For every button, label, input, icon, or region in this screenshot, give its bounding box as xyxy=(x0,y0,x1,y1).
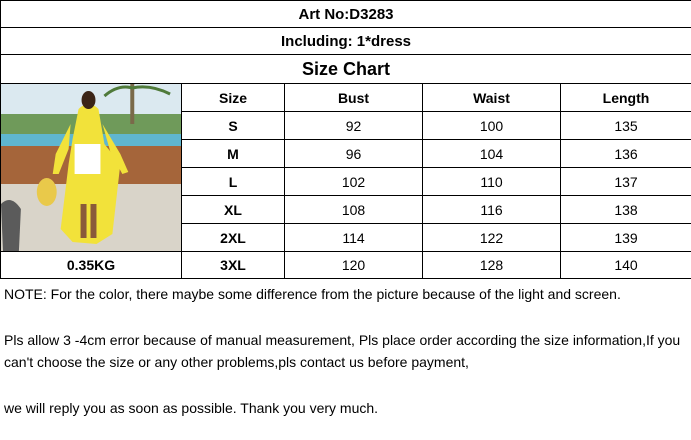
waist-cell: 128 xyxy=(423,252,561,279)
waist-cell: 116 xyxy=(423,196,561,224)
length-cell: 136 xyxy=(561,140,691,168)
size-cell: M xyxy=(182,140,285,168)
size-cell: S xyxy=(182,112,285,140)
length-cell: 140 xyxy=(561,252,691,279)
waist-cell: 100 xyxy=(423,112,561,140)
length-cell: 135 xyxy=(561,112,691,140)
bust-cell: 96 xyxy=(285,140,423,168)
product-photo-cell xyxy=(1,84,182,252)
table-row xyxy=(1,252,691,279)
including-text: Including: 1*dress xyxy=(1,28,691,55)
note-color: NOTE: For the color, there maybe some difference from the picture because of the light and screen. xyxy=(4,286,621,302)
notes-gap xyxy=(4,305,687,329)
waist-cell: 104 xyxy=(423,140,561,168)
waist-cell: 122 xyxy=(423,224,561,252)
bust-cell: 120 xyxy=(285,252,423,279)
col-header-bust: Bust xyxy=(285,84,423,112)
length-cell: 139 xyxy=(561,224,691,252)
size-cell: L xyxy=(182,168,285,196)
notes-gap xyxy=(4,373,687,397)
size-cell: 3XL xyxy=(182,252,285,279)
product-photo xyxy=(1,84,181,251)
bust-cell: 114 xyxy=(285,224,423,252)
note-measurement: Pls allow 3 -4cm error because of manual measurement, Pls place order according the size information,If you can't choose the size or any other problems,pls contact us before payment, xyxy=(4,332,681,370)
notes-section xyxy=(4,283,687,419)
art-number: Art No:D3283 xyxy=(1,1,691,28)
size-cell: 2XL xyxy=(182,224,285,252)
bust-cell: 102 xyxy=(285,168,423,196)
length-cell: 138 xyxy=(561,196,691,224)
col-header-size: Size xyxy=(182,84,285,112)
col-header-length: Length xyxy=(561,84,691,112)
col-header-waist: Waist xyxy=(423,84,561,112)
note-reply: we will reply you as soon as possible. Thank you very much. xyxy=(4,400,379,416)
length-cell: 137 xyxy=(561,168,691,196)
weight-cell: 0.35KG xyxy=(1,252,182,279)
bust-cell: 92 xyxy=(285,112,423,140)
size-cell: XL xyxy=(182,196,285,224)
size-chart-title: Size Chart xyxy=(1,55,691,84)
bust-cell: 108 xyxy=(285,196,423,224)
waist-cell: 110 xyxy=(423,168,561,196)
